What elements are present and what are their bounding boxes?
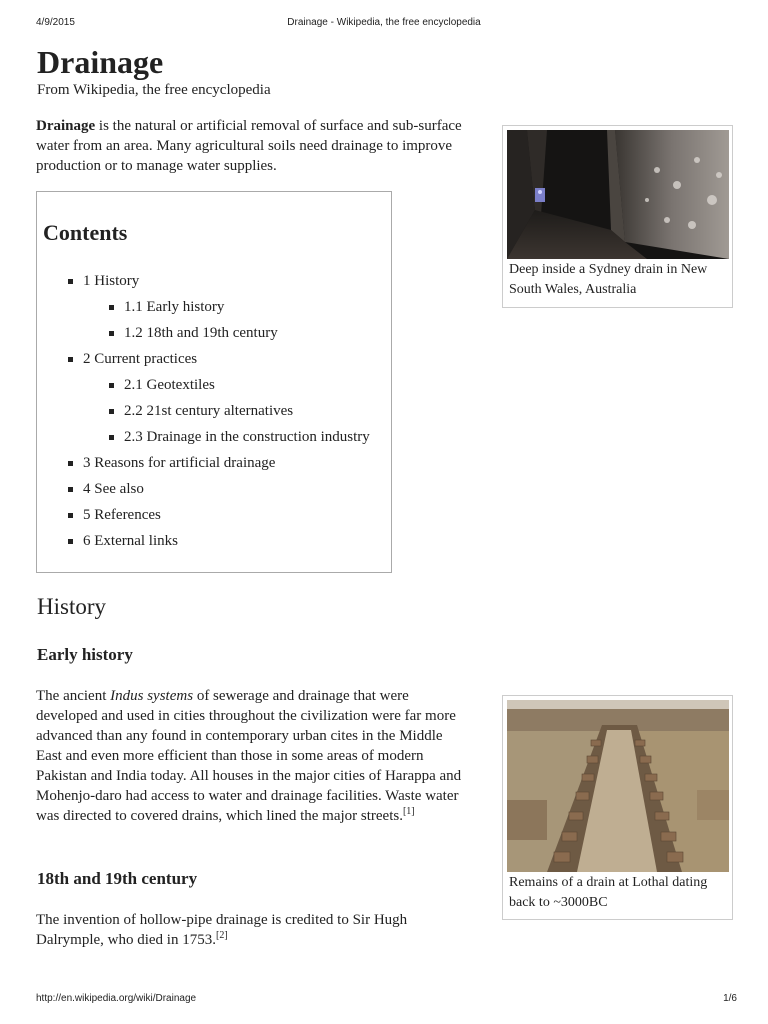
text-segment: The ancient (36, 688, 111, 704)
toc-link[interactable]: 2.2 21st century alternatives (124, 403, 294, 419)
toc-link[interactable]: 1.2 18th and 19th century (124, 325, 278, 341)
toc-link[interactable]: 4 See also (83, 481, 144, 497)
print-page-title: Drainage - Wikipedia, the free encyclopedia (287, 17, 481, 28)
subsection-heading-18th-19th-century: 18th and 19th century (37, 869, 198, 888)
tagline: From Wikipedia, the free encyclopedia (37, 82, 271, 98)
citation-link[interactable]: [2] (215, 930, 228, 941)
sydney-drain-image[interactable] (507, 130, 729, 259)
text-segment: of sewerage and drainage that were developed and used in cities throughout the civilization were far more advanced than any found in contemporary urban cites in the Middle East and even more efficient than those in some areas of modern Pakistan and India today. All houses in the major cities of Harappa and Mohenjo-daro had access to water and drainage facilities. Waste water was directed to covered drains, which lined the major streets. (36, 688, 462, 824)
toc-link[interactable]: 1.1 Early history (124, 299, 225, 315)
print-page-number: 1/6 (723, 993, 737, 1004)
subsection-heading-early-history: Early history (37, 645, 133, 664)
18th-19th-century-paragraph (36, 910, 472, 950)
section-heading-history: History (37, 594, 106, 619)
intro-text: is the natural or artificial removal of surface and sub-surface water from an area. Many agricultural soils need drainage to improve production or to manage water supplies. (36, 118, 462, 174)
page-title: Drainage (37, 44, 164, 80)
indus-systems-link[interactable]: Indus systems (110, 688, 194, 704)
intro-paragraph (36, 116, 484, 176)
figure-sydney-drain (502, 125, 733, 308)
toc-title: Contents (43, 220, 128, 245)
lothal-drain-image[interactable] (507, 700, 729, 872)
figure-caption: Remains of a drain at Lothal dating back to ~3000BC (509, 875, 708, 910)
toc-link[interactable]: 2.3 Drainage in the construction industry (124, 429, 370, 445)
toc-link[interactable]: 3 Reasons for artificial drainage (83, 455, 276, 471)
table-of-contents (36, 191, 392, 573)
toc-link[interactable]: 2.1 Geotextiles (124, 377, 215, 393)
toc-link[interactable]: 2 Current practices (83, 351, 198, 367)
print-date: 4/9/2015 (36, 17, 75, 28)
figure-lothal-drain (502, 695, 733, 920)
intro-lead-term: Drainage (36, 118, 96, 134)
figure-caption: Deep inside a Sydney drain in New South Wales, Australia (509, 262, 708, 297)
text-segment: The invention of hollow-pipe drainage is credited to Sir Hugh Dalrymple, who died in 1753. (36, 912, 408, 948)
print-url: http://en.wikipedia.org/wiki/Drainage (36, 993, 197, 1004)
toc-link[interactable]: 5 References (83, 507, 161, 523)
toc-link[interactable]: 1 History (83, 273, 140, 289)
early-history-paragraph (36, 686, 472, 826)
citation-link[interactable]: [1] (402, 806, 415, 817)
toc-link[interactable]: 6 External links (83, 533, 178, 549)
